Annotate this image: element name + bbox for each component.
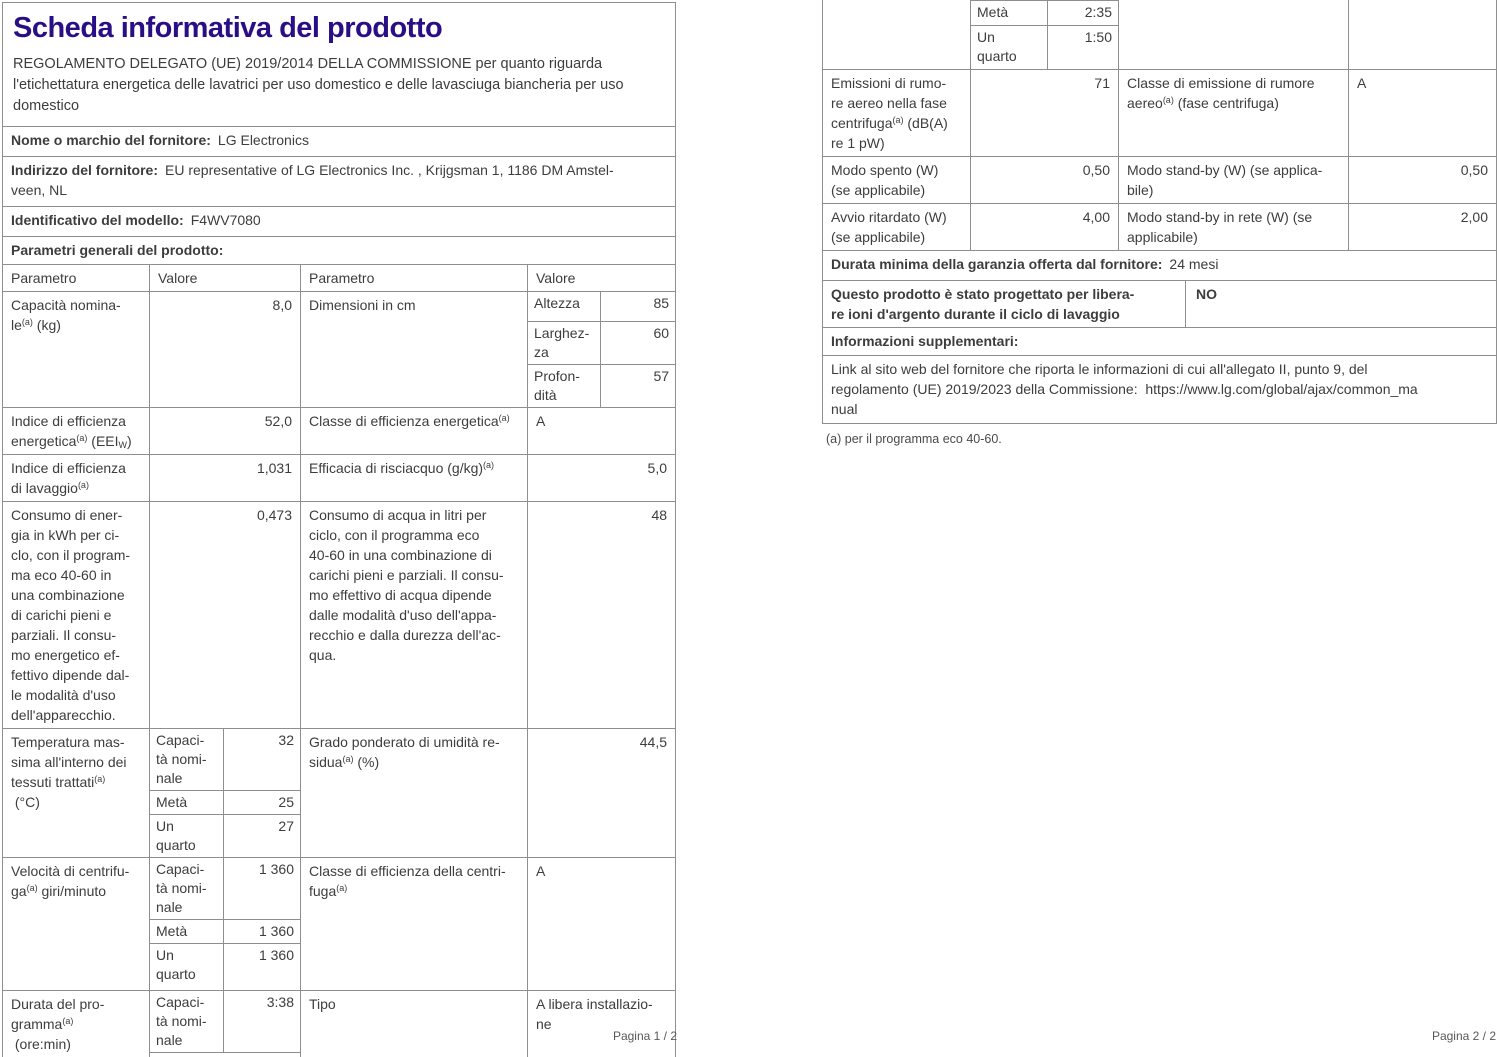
temperature-subtable-cell	[150, 729, 301, 858]
page1-number: Pagina 1 / 2	[612, 1029, 677, 1043]
dim-width-label: Larghez- za	[528, 321, 600, 364]
duration-cont-subtable-cell	[971, 0, 1119, 69]
spin-rated-value: 1 360	[223, 858, 300, 920]
col-header-value2: Valore	[528, 265, 676, 292]
param-spin-class-value: A	[528, 858, 676, 991]
param-energy-class-value: A	[528, 408, 676, 455]
duration-cont-empty-value	[1349, 0, 1497, 69]
temp-quarter-label: Un quarto	[150, 815, 223, 858]
param-eei-value: 52,0	[150, 408, 301, 455]
title-block	[3, 3, 676, 127]
silver-ion-value: NO	[1196, 285, 1217, 302]
param-rinse-value: 5,0	[528, 455, 676, 502]
duration-cont-empty-param	[1119, 0, 1349, 69]
spin-half-value: 1 360	[223, 920, 300, 944]
model-value: F4WV7080	[190, 212, 261, 228]
param-standby-label: Modo stand-by (W) (se applica- bile)	[1119, 156, 1349, 203]
address-value: EU representative of LG Electronics Inc. , Krijgsman 1, 1186 DM Amstel- veen, NL	[11, 162, 614, 198]
param-residual-humidity-label: Grado ponderato di umidità re- sidua$^{(a)}$ (%)	[301, 729, 528, 858]
param-temperature-label: Temperatura mas- sima all'interno dei tessuti trattati$^{(a)}$ (°C)	[3, 729, 150, 858]
param-washing-index-label: Indice di efficienza di lavaggio$^{(a)}$	[3, 455, 150, 502]
silver-ion-row	[823, 280, 1497, 327]
param-off-mode-value: 0,50	[971, 156, 1119, 203]
silver-ion-label: Questo prodotto è stato progettato per libera- re ioni d'argento durante il ciclo di lavaggio	[823, 281, 1186, 327]
param-rinse-label: Efficacia di risciacquo $(g/kg)^{(a)}$	[301, 455, 528, 502]
param-off-mode-label: Modo spento (W) (se applicabile)	[823, 156, 971, 203]
col-header-param2: Parametro	[301, 265, 528, 292]
param-noise-value: 71	[971, 69, 1119, 156]
param-type-value: A libera installazio- ne	[528, 990, 676, 1057]
guarantee-value: 24 mesi	[1169, 255, 1219, 272]
dim-depth-value: 57	[653, 367, 670, 384]
model-row	[3, 207, 676, 237]
param-noise-label: Emissioni di rumo- re aereo nella fase centrifuga$^{(a)}$ (dB(A) re 1 pW)	[823, 69, 971, 156]
spin-subtable	[150, 858, 300, 990]
supplier-link-text: Link al sito web del fornitore che riporta le informazioni di cui all'allegato II, punto 9, del regolamento (UE) 2019/2023 della Commissione: https://www.lg.com/global/ajax/common_ma nual	[823, 355, 1497, 423]
param-washing-index-value: 1,031	[150, 455, 301, 502]
spin-quarter-value: 1 360	[258, 947, 294, 963]
param-water-consumption-label: Consumo di acqua in litri per ciclo, con il programma eco 40-60 in una combinazione di carichi pieni e parziali. Il consu- mo effettivo di acqua dipende dalle modalità d'uso dell'appa- recchio e dalla durezza dell'ac- qua.	[301, 502, 528, 729]
param-noise-class-label: Classe di emissione di rumore aereo$^{(a)}$ (fase centrifuga)	[1119, 69, 1349, 156]
spin-subtable-cell	[150, 858, 301, 991]
param-networked-standby-label: Modo stand-by in rete (W) (se applicabile)	[1119, 203, 1349, 250]
duration-cont-empty-cell	[823, 0, 971, 69]
spin-half-label: Metà	[150, 920, 223, 944]
page2-table	[822, 0, 1497, 424]
param-spin-speed-label: Velocità di centrifu- $ga^{(a)}$ giri/minuto	[3, 858, 150, 991]
param-energy-class-label: Classe di efficienza energetica$^{(a)}$	[301, 408, 528, 455]
dim-height-value: 85	[600, 292, 675, 321]
general-params-heading: Parametri generali del prodotto:	[3, 237, 676, 265]
model-label: Identificativo del modello:	[11, 212, 184, 228]
param-capacity-value: 8,0	[150, 292, 301, 408]
temp-half-value: 25	[223, 791, 300, 815]
col-header-param1: Parametro	[3, 265, 150, 292]
supplier-label: Nome o marchio del fornitore:	[11, 132, 211, 148]
duration-half-label: Metà	[971, 1, 1047, 26]
param-water-consumption-value: 48	[528, 502, 676, 729]
param-dimensions-label: Dimensioni in cm	[301, 292, 528, 408]
param-delayed-start-label: Avvio ritardato (W) (se applicabile)	[823, 203, 971, 250]
spin-rated-label: Capaci- tà nomi- nale	[150, 858, 223, 920]
param-spin-class-label: Classe di efficienza della centri- fuga$^{(a)}$	[301, 858, 528, 991]
param-capacity-label: Capacità nomina- $le^{(a)}$ (kg)	[3, 292, 150, 408]
regulation-text: REGOLAMENTO DELEGATO (UE) 2019/2014 DELLA COMMISSIONE per quanto riguarda l'etichettatura energetica delle lavatrici per uso domestico e delle lavasciuga biancheria per uso domestico	[13, 56, 624, 114]
temp-rated-value: 32	[223, 729, 300, 791]
guarantee-row	[823, 250, 1497, 280]
duration-quarter-label: Un quarto	[971, 26, 1047, 69]
duration-rated-value: 3:38	[223, 991, 300, 1053]
duration-rated-label: Capaci- tà nomi- nale	[150, 991, 223, 1053]
param-energy-consumption-label: Consumo di ener- gia in kWh per ci- clo, con il program- ma eco 40-60 in una combinazione di carichi pieni e parziali. Il consu- mo energetico ef- fettivo dipende dal- le modalità d'uso dell'apparecchio.	[3, 502, 150, 729]
param-duration-label: Durata del pro- gramma$^{(a)}$ (ore:min)	[3, 990, 150, 1057]
footnote-eco-programme: (a) per il programma eco 40-60.	[826, 431, 1002, 446]
dim-height-label: Altezza	[528, 292, 600, 321]
duration-subtable-cell	[150, 990, 301, 1057]
param-noise-class-value: A	[1349, 69, 1497, 156]
address-row	[3, 157, 676, 207]
page-title: Scheda informativa del prodotto	[13, 12, 443, 44]
duration-quarter-value: 1:50	[1084, 29, 1112, 45]
dim-width-value: 60	[600, 321, 675, 364]
temp-rated-label: Capaci- tà nomi- nale	[150, 729, 223, 791]
param-residual-humidity-value: 44,5	[528, 729, 676, 858]
param-standby-value: 0,50	[1349, 156, 1497, 203]
duration-cont-subtable	[971, 0, 1118, 69]
page2-number: Pagina 2 / 2	[1431, 1029, 1496, 1043]
param-type-label: Tipo	[301, 990, 528, 1057]
param-delayed-start-value: 4,00	[971, 203, 1119, 250]
param-eei-label: Indice di efficienza energetica$^{(a)}$ $(EEI_W)$	[3, 408, 150, 455]
temp-quarter-value: 27	[278, 818, 294, 834]
dimensions-subtable	[528, 292, 675, 407]
duration-subtable	[150, 991, 300, 1053]
page1-table	[2, 2, 676, 1057]
additional-info-heading: Informazioni supplementari:	[823, 327, 1497, 355]
temperature-subtable	[150, 729, 300, 857]
duration-half-value: 2:35	[1047, 1, 1118, 26]
guarantee-label: Durata minima della garanzia offerta dal fornitore:	[831, 255, 1163, 272]
param-energy-consumption-value: 0,473	[150, 502, 301, 729]
address-label: Indirizzo del fornitore:	[11, 162, 158, 178]
page-2	[822, 0, 1500, 1050]
temp-half-label: Metà	[150, 791, 223, 815]
col-header-value1: Valore	[150, 265, 301, 292]
param-networked-standby-value: 2,00	[1349, 203, 1497, 250]
dimensions-subtable-cell	[528, 292, 676, 408]
spin-quarter-label: Un quarto	[150, 944, 223, 990]
supplier-row	[3, 127, 676, 157]
supplier-value: LG Electronics	[217, 132, 309, 148]
dim-depth-label: Profon- dità	[528, 364, 600, 407]
